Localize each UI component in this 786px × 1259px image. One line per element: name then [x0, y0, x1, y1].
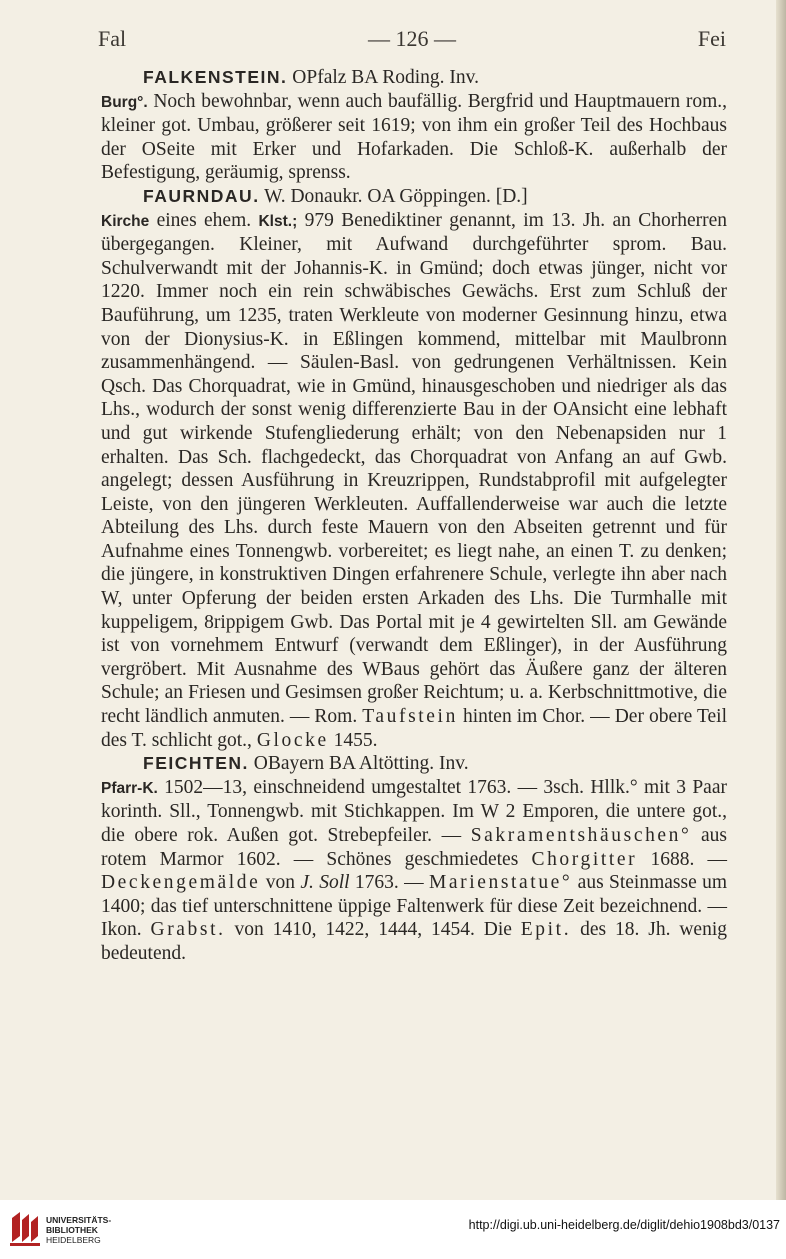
university-library-logo-icon [8, 1208, 42, 1248]
library-name [46, 1215, 111, 1245]
library-name-line1: UNIVERSITÄTS- [46, 1215, 112, 1225]
entry-location: OBayern BA Altötting. Inv. [248, 753, 469, 775]
keyword-taufstein: Taufstein [362, 706, 458, 728]
entry-text: des 18. Jh. wenig bedeutend. [101, 919, 728, 964]
digitization-footer [0, 1200, 786, 1259]
body-text [101, 66, 727, 966]
running-head [98, 26, 726, 60]
entry-faurndau-body [101, 209, 727, 753]
entry-falkenstein [101, 66, 727, 90]
entry-text: aus rotem Marmor 1602. — Schönes geschmiedetes [101, 825, 728, 870]
entry-faurndau [101, 185, 727, 209]
library-name-line3: HEIDELBERG [46, 1235, 101, 1245]
entry-heading-faurndau: FAURNDAU. [143, 185, 260, 206]
entry-text: aus Steinmasse um 1400; das tief unterschnittene üppige Faltenwerk für diese Zeit bezeichnend. — Ikon. [101, 872, 728, 941]
keyword-epit: Epit. [520, 919, 572, 941]
entry-feichten [101, 752, 727, 776]
entry-feichten-body [101, 776, 727, 966]
running-head-left: Fal [98, 26, 127, 51]
entry-location: W. Donaukr. OA Göppingen. [D.] [259, 185, 528, 207]
keyword-glocke: Glocke [256, 729, 329, 751]
entry-text: Noch bewohnbar, wenn auch baufällig. Bergfrid und Hauptmauern rom., kleiner got. Umbau, größerer seit 1619; von ihm ein großer Teil des Hochbaus der OSeite mit Erker und Hofarkaden. Die Schloß-K. außerhalb der Befestigung, geräumig, sprenss. [101, 90, 727, 184]
entry-text: hinten im Chor. — Der obere Teil des T. schlicht got., [101, 706, 727, 751]
subheading-klst: Klst.; [258, 212, 298, 230]
entry-heading-falkenstein: FALKENSTEIN. [143, 67, 288, 87]
entry-text: 1763. — [349, 872, 429, 894]
running-head-right: Fei [697, 26, 726, 51]
entry-text: von 1410, 1422, 1444, 1454. Die [225, 919, 521, 941]
entry-text: 979 Benediktiner genannt, im 13. Jh. an Chorherren übergegangen. Kleiner, mit Aufwand durchgeführter sprom. Bau. Schulverwandt mit der Johannis-K. in Gmünd; doch etwas jünger, nicht vor 1220. Immer noch ein rein schwäbisches Gewächs. Erst zum Schluß der Bauführung, um 1235, traten Werkleute von moderner Gesinnung hinzu, etwa von der Dionysius-K. in Eßlingen kommend, mittelbar mit Maulbronn zusammenhängend. — Säulen-Basl. von gedrungenen Verhältnissen. Kein Qsch. Das Chorquadrat, wie in Gmünd, hinausgeschoben und niedriger als das Lhs., wodurch der sonst wenig differenzierte Bau in der OAnsicht eine lebhaft und gut wirkende Stufengliederung erhält; von den Nebenapsiden nur 1 erhalten. Das Sch. flachgedeckt, das Chorquadrat von Anfang an auf Gwb. angelegt; dessen Ausführung in Kreuzrippen, Rundstabprofil mit aufgelegter Leiste, von den jüngeren Werkleuten. Auffallenderweise war auch die letzte Abteilung des Lhs. durch feste Mauern von den Abseiten getrennt und für Aufnahme eines Tonnengwb. vorbereitet; es liegt nahe, an einen T. zu denken; die jüngere, in konstruktiven Dingen erfahrenere Schule, verlegte ihn aber nach W, unter Opferung der beiden ersten Arkaden des Lhs. Die Turmhalle mit kuppeligem, 8rippigem Gwb. Das Portal mit je 4 gewirtelten Sll. am Gewände ist von vornehmem Entwurf (verwandt dem Eßlinger), in der Ausführung vergröbert. Mit Ausnahme des WBaus gehört das Äußere ganz der älteren Schule; an Friesen und Gesimsen großer Reichtum; u. a. Kerbschnittmotive, die recht ländlich anmuten. — Rom. [101, 209, 728, 728]
keyword-grabst: Grabst. [150, 919, 226, 941]
subheading-pfarr-k: Pfarr-K. [101, 779, 158, 797]
page-number: — 126 — [368, 26, 456, 51]
entry-text: 1455. [328, 729, 378, 751]
keyword-marienstatue: Marienstatue° [428, 872, 573, 894]
subheading-kirche: Kirche [101, 212, 150, 230]
entry-location: OPfalz BA Roding. Inv. [287, 67, 479, 88]
keyword-deckengemaelde: Deckengemälde [101, 872, 261, 894]
library-name-line2: BIBLIOTHEK [46, 1225, 98, 1235]
entry-falkenstein-body [101, 90, 727, 185]
entry-text: von [260, 872, 301, 894]
artist-name: J. Soll [300, 872, 350, 894]
entry-heading-feichten: FEICHTEN. [143, 753, 249, 774]
entry-text: 1502—13, einschneidend umgestaltet 1763. — 3sch. Hllk.° mit 3 Paar korinth. Sll., Tonnengwb. mit Stichkappen. Im W 2 Emporen, die untere got., die obere rok. Außen got. Strebepfeiler. — [101, 776, 727, 846]
keyword-chorgitter: Chorgitter [531, 848, 638, 870]
page-spine-edge [776, 0, 786, 1200]
source-url-link[interactable]: http://digi.ub.uni-heidelberg.de/diglit/dehio1908bd3/0137 [468, 1218, 780, 1232]
keyword-sakramentshaeuschen: Sakramentshäuschen° [470, 825, 692, 846]
entry-text: 1688. — [637, 848, 727, 870]
subheading-burg: Burg°. [101, 93, 148, 111]
entry-text: eines ehem. [149, 209, 259, 231]
